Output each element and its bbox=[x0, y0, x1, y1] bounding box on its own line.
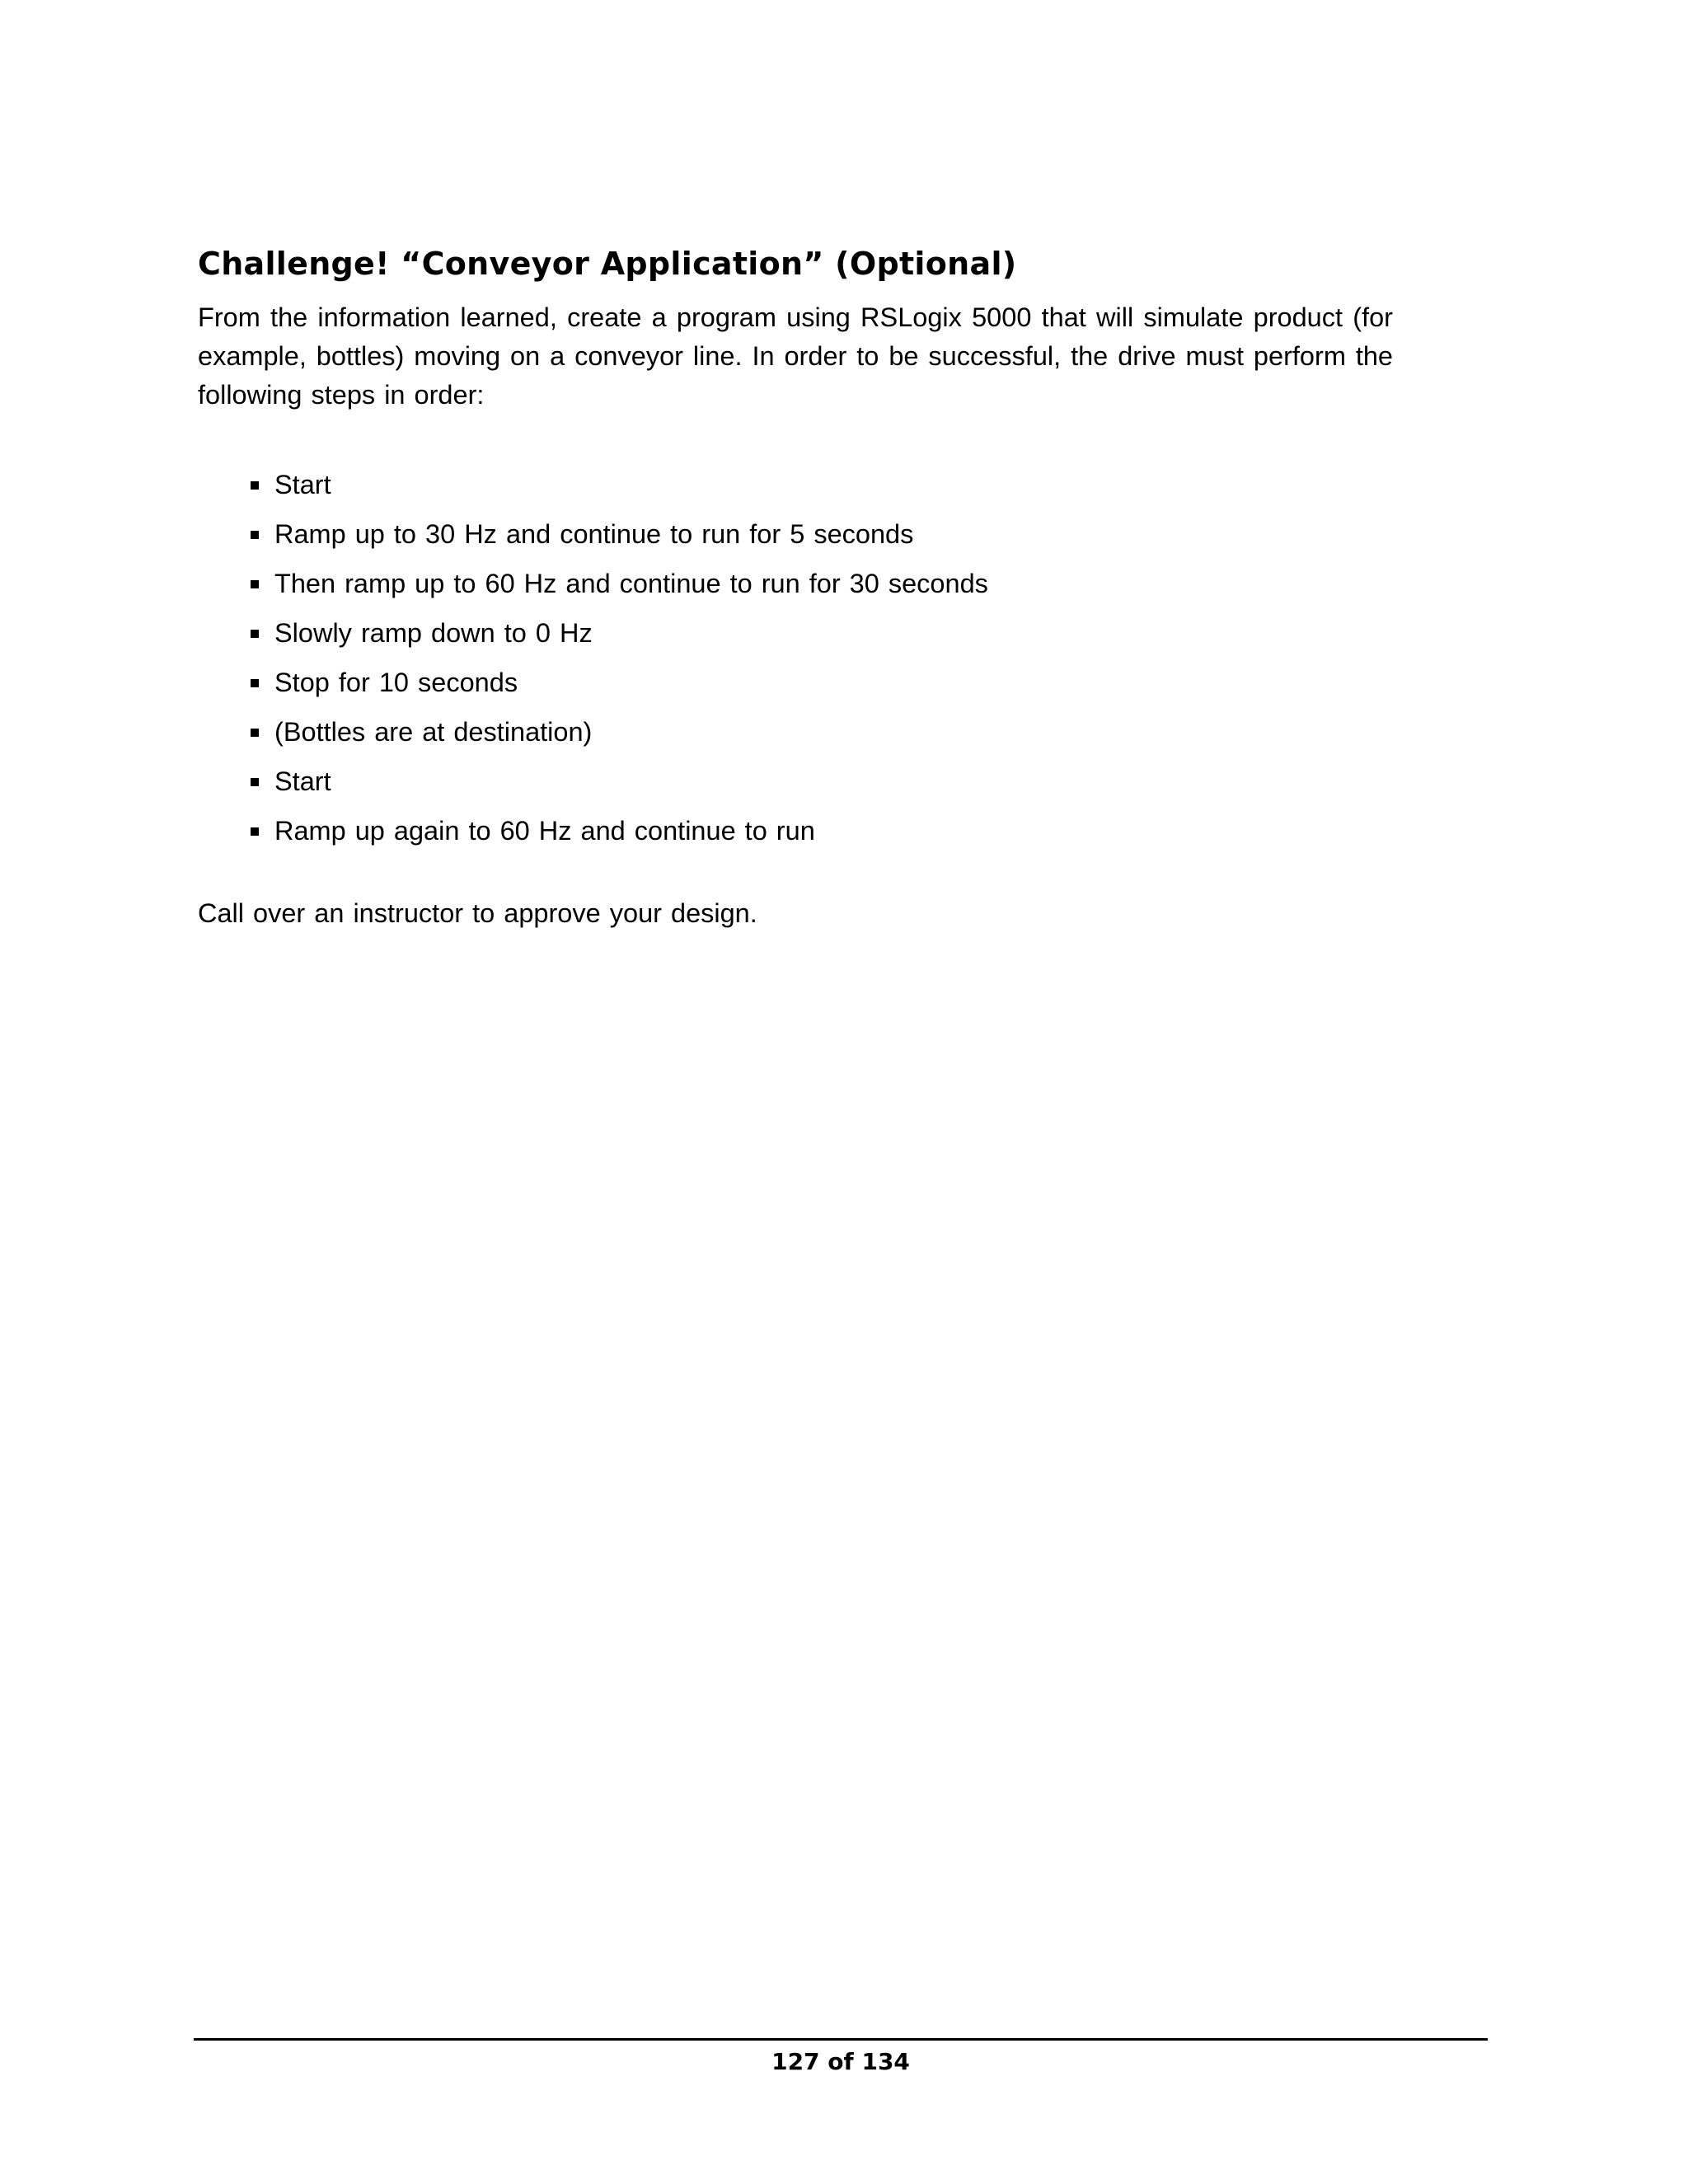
square-bullet-icon bbox=[251, 580, 259, 588]
section-heading: Challenge! “Conveyor Application” (Optional) bbox=[198, 246, 1017, 282]
square-bullet-icon bbox=[251, 679, 259, 687]
footer-divider bbox=[194, 2038, 1488, 2041]
list-item-text: Then ramp up to 60 Hz and continue to run for 30 seconds bbox=[274, 569, 988, 598]
list-item-text: Stop for 10 seconds bbox=[274, 668, 518, 697]
intro-paragraph: From the information learned, create a program using RSLogix 5000 that will simulate product (for example, bottles) moving on a conveyor line. In order to be successful, the drive must perform the following steps in order: bbox=[198, 302, 1393, 410]
square-bullet-icon bbox=[251, 827, 259, 836]
square-bullet-icon bbox=[251, 531, 259, 539]
list-item-text: Slowly ramp down to 0 Hz bbox=[274, 618, 593, 648]
list-item-text: (Bottles are at destination) bbox=[274, 717, 593, 747]
square-bullet-icon bbox=[251, 729, 259, 737]
page-number: 127 of 134 bbox=[771, 2048, 910, 2075]
list-item-text: Start bbox=[274, 470, 331, 499]
list-item-text: Ramp up again to 60 Hz and continue to run bbox=[274, 816, 815, 846]
list-item-text: Ramp up to 30 Hz and continue to run for 5 seconds bbox=[274, 519, 914, 549]
square-bullet-icon bbox=[251, 481, 259, 490]
list-item-text: Start bbox=[274, 766, 331, 796]
square-bullet-icon bbox=[251, 630, 259, 638]
square-bullet-icon bbox=[251, 778, 259, 786]
closing-paragraph: Call over an instructor to approve your design. bbox=[198, 898, 757, 928]
